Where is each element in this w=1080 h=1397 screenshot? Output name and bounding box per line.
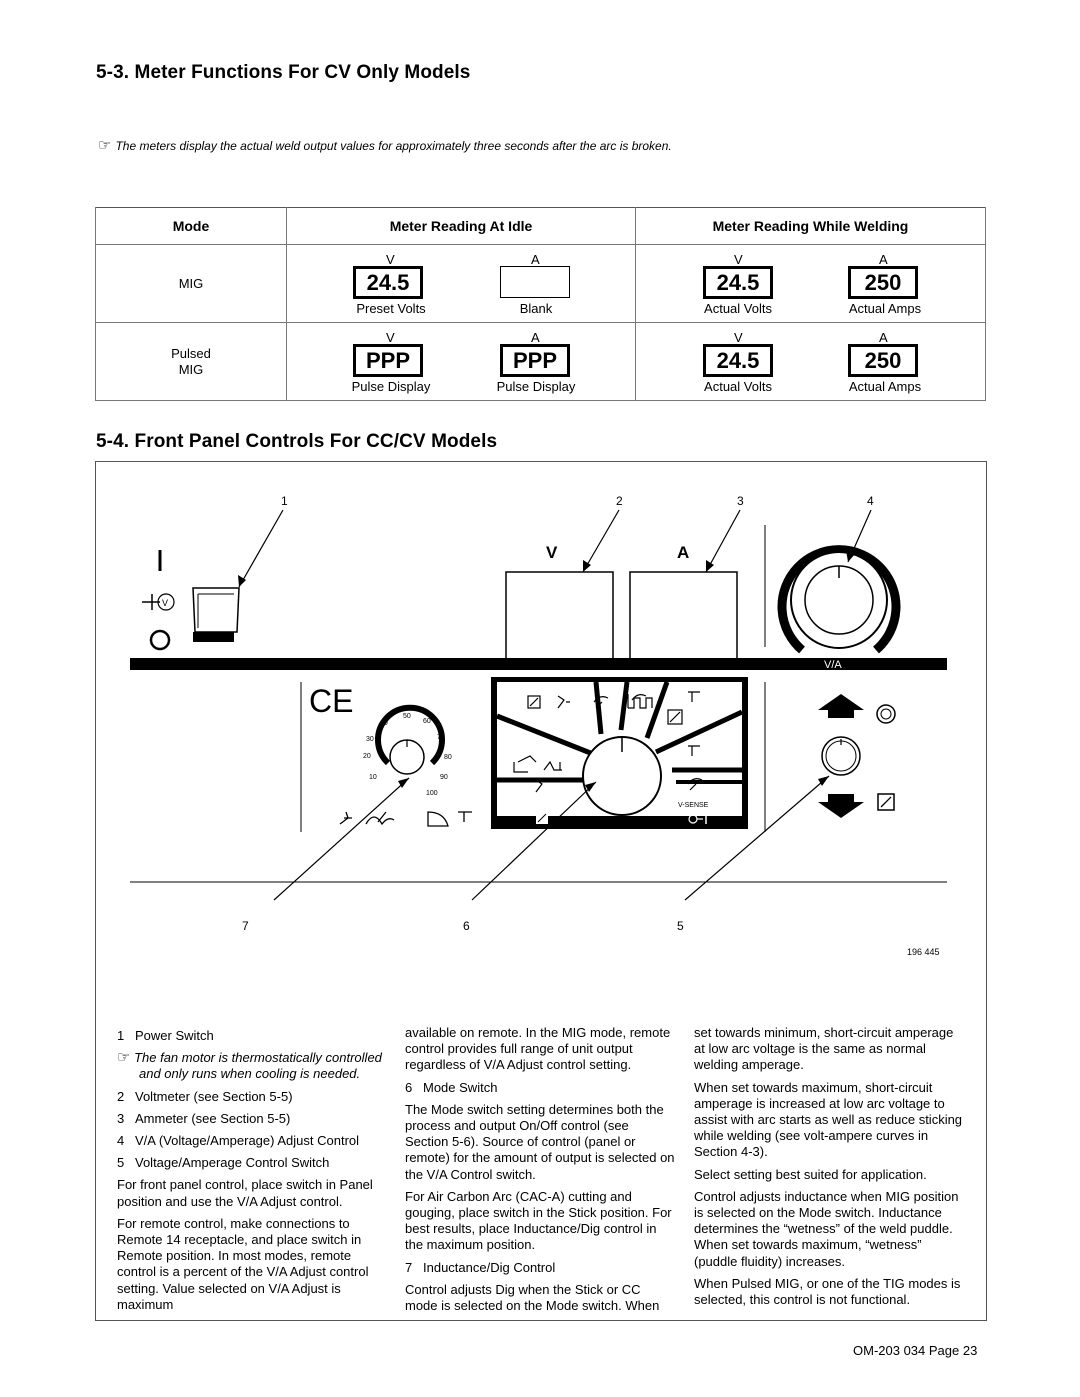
dial-tick: 90 — [440, 774, 448, 781]
pointing-hand-icon: ☞ — [117, 1049, 131, 1067]
paragraph: When Pulsed MIG, or one of the TIG modes is selected, this control is not functional. — [694, 1275, 961, 1308]
mode-cell — [96, 323, 287, 401]
meter-note — [98, 136, 672, 154]
callout-5: 5 — [677, 919, 684, 933]
mode-line: MIG — [178, 361, 204, 377]
svg-text:V: V — [162, 598, 169, 608]
voltmeter-label: V — [546, 543, 558, 562]
inductance-dig-control[interactable] — [363, 708, 454, 797]
item-mode-switch: Mode Switch — [423, 1079, 498, 1095]
unit-label: V — [386, 330, 395, 345]
header-idle: Meter Reading At Idle — [287, 208, 636, 245]
welding-cell — [636, 245, 986, 323]
meter-display: 24.5 — [703, 344, 773, 377]
dial-tick: 10 — [369, 774, 377, 781]
meter-caption: Preset Volts — [356, 301, 426, 316]
dial-tick: 30 — [366, 736, 374, 743]
unit-label: V — [386, 252, 395, 267]
ce-mark-icon: CE — [309, 683, 354, 719]
power-switch[interactable] — [193, 588, 239, 642]
dig-symbols-icon — [340, 812, 472, 826]
meter-caption: Actual Amps — [848, 379, 922, 394]
paragraph: Control adjusts inductance when MIG position is selected on the Mode switch. Inductance determines the “wetness” of the weld puddle. When set towards maximum, “wetness” (puddle fluidity) increases. — [694, 1188, 959, 1269]
remote-position-arrow-icon — [818, 794, 864, 818]
meter-display — [500, 266, 570, 298]
meter-caption: Pulse Display — [351, 379, 431, 394]
paragraph: set towards minimum, short-circuit amperage at low arc voltage is the same as normal welding amperage. — [694, 1025, 954, 1073]
item-va-adjust: V/A (Voltage/Amperage) Adjust Control — [135, 1133, 360, 1149]
va-control-switch[interactable] — [822, 737, 860, 775]
callout-1: 1 — [281, 494, 288, 508]
section-title-5-4: 5-4. Front Panel Controls For CC/CV Models — [96, 431, 498, 452]
meter-caption: Actual Amps — [848, 301, 922, 316]
dial-tick: 20 — [363, 753, 371, 760]
voltmeter-display — [506, 572, 613, 659]
text-column-3 — [694, 1025, 966, 1314]
ammeter-display — [630, 572, 737, 659]
table-row — [96, 323, 986, 401]
meter-display: PPP — [353, 344, 423, 377]
meter-caption: Blank — [519, 301, 553, 316]
unit-label: A — [879, 330, 888, 345]
callout-2: 2 — [616, 494, 623, 508]
item-voltmeter: Voltmeter (see Section 5-5) — [135, 1088, 293, 1104]
paragraph: For Air Carbon Arc (CAC-A) cutting and gouging, place switch in the Stick position. For best results, place Inductance/Dig control in the maximum position. — [405, 1188, 672, 1253]
item-inductance-dig: Inductance/Dig Control — [423, 1259, 556, 1275]
note-text: The meters display the actual weld output values for approximately three seconds after the arc is broken. — [115, 139, 672, 153]
front-panel-figure — [95, 461, 987, 1321]
paragraph: The Mode switch setting determines both the process and output On/Off control (see Section 5-6). Source of control (panel or remote) for the amount of output is selected on the V/A Control switch. — [405, 1101, 675, 1182]
paragraph: For front panel control, place switch in Panel position and use the V/A Adjust control. — [117, 1177, 373, 1209]
page-footer: OM-203 034 Page 23 — [853, 1343, 978, 1358]
fan-icon — [142, 594, 174, 610]
meter-caption: Actual Volts — [704, 379, 772, 394]
figure-id: 196 445 — [907, 947, 940, 957]
table-header-row — [96, 208, 986, 245]
meter-display: 250 — [848, 266, 918, 299]
callout-6: 6 — [463, 919, 470, 933]
section-title-5-3: 5-3. Meter Functions For CV Only Models — [96, 62, 471, 83]
dial-tick: 60 — [423, 718, 431, 725]
welding-cell — [636, 323, 986, 401]
paragraph: For remote control, make connections to Remote 14 receptacle, and place switch in Remote position. In most modes, remote control is a percent of the V/A Adjust control setting. Value selected on V/A Adjust is maximum — [117, 1215, 369, 1312]
vsense-label: V-SENSE — [678, 802, 709, 809]
ammeter-label: A — [677, 543, 690, 562]
unit-label: A — [879, 252, 888, 267]
paragraph: Control adjusts Dig when the Stick or CC mode is selected on the Mode switch. When — [405, 1281, 660, 1314]
meter-caption: Pulse Display — [496, 379, 576, 394]
dial-tick: 80 — [444, 754, 452, 761]
panel-control-icon — [878, 794, 894, 810]
item-power-switch: Power Switch — [135, 1028, 214, 1043]
meter-caption: Actual Volts — [704, 301, 772, 316]
dial-tick: 50 — [403, 713, 411, 720]
mode-cell: MIG — [96, 245, 287, 323]
paragraph: When set towards maximum, short-circuit amperage is increased at low arc voltage to assist with arc starts as well as reduce sticking while welding (see volt-ampere curves in Section 4-3). — [694, 1079, 963, 1160]
text-column-1: 1 Power Switch ☞ The fan motor is thermostatically controlled and only runs when cooling is needed. 2 Voltmeter (see Section 5-5) 3 Ammeter (see Section 5-5) 4 V/A (Voltage/Amperage) Adjust Control 5 Voltage/Amperage Control Switch For front panel control, place switch in Panel position and use the V/A Adjust control. For remote control, make connections to Remote 14 receptacle, and place switch in Remote position. In most modes, remote control is a percent of the V/A Adjust control setting. Value selected on V/A Adjust is maximum — [117, 1028, 387, 1319]
meter-table — [95, 207, 986, 401]
idle-cell — [287, 245, 636, 323]
meter-display: 24.5 — [703, 266, 773, 299]
meter-display: 24.5 — [353, 266, 423, 299]
dial-tick: 40 — [380, 720, 388, 727]
header-mode: Mode — [96, 208, 287, 245]
dial-tick: 70 — [437, 734, 445, 741]
item-va-switch: Voltage/Amperage Control Switch — [135, 1155, 330, 1171]
panel-position-arrow-icon — [818, 694, 864, 718]
meter-display: PPP — [500, 344, 570, 377]
paragraph: Select setting best suited for application. — [694, 1166, 927, 1182]
dial-tick: 100 — [426, 790, 438, 797]
mode-switch-panel — [491, 677, 748, 829]
off-symbol-icon — [151, 631, 169, 649]
idle-cell — [287, 323, 636, 401]
pointing-hand-icon: ☞ — [98, 137, 112, 154]
fan-note: The fan motor is thermostatically controlled and only runs when cooling is needed. — [134, 1050, 382, 1082]
mode-line: Pulsed — [171, 345, 211, 361]
va-bar-label: V/A — [824, 659, 842, 671]
table-row — [96, 245, 986, 323]
unit-label: A — [531, 252, 540, 267]
text-column-2: available on remote. In the MIG mode, remote control provides full range of unit output regardless of V/A Adjust control setting. 6 Mode Switch The Mode switch setting determines both the process and output On/Off control (see Section 5-6). Source of control (panel or remote) for the amount of output is selected on the V/A Control switch. For Air Carbon Arc (CAC-A) cutting and gouging, place switch in the Stick position. For best results, place Inductance/Dig control in the maximum position. 7 Inductance/Dig Control Control adjusts Dig when the Stick or CC mode is selected on the Mode switch. When — [405, 1025, 675, 1314]
unit-label: V — [734, 252, 743, 267]
meter-display: 250 — [848, 344, 918, 377]
callout-4: 4 — [867, 494, 874, 508]
callout-7: 7 — [242, 919, 249, 933]
unit-label: A — [531, 330, 540, 345]
remote-control-icon — [877, 705, 895, 723]
va-adjust-control[interactable] — [782, 550, 896, 650]
unit-label: V — [734, 330, 743, 345]
paragraph: available on remote. In the MIG mode, remote control provides full range of unit output regardless of V/A Adjust control setting. — [405, 1025, 671, 1073]
item-ammeter: Ammeter (see Section 5-5) — [135, 1110, 291, 1126]
callout-3: 3 — [737, 494, 744, 508]
header-welding: Meter Reading While Welding — [636, 208, 986, 245]
